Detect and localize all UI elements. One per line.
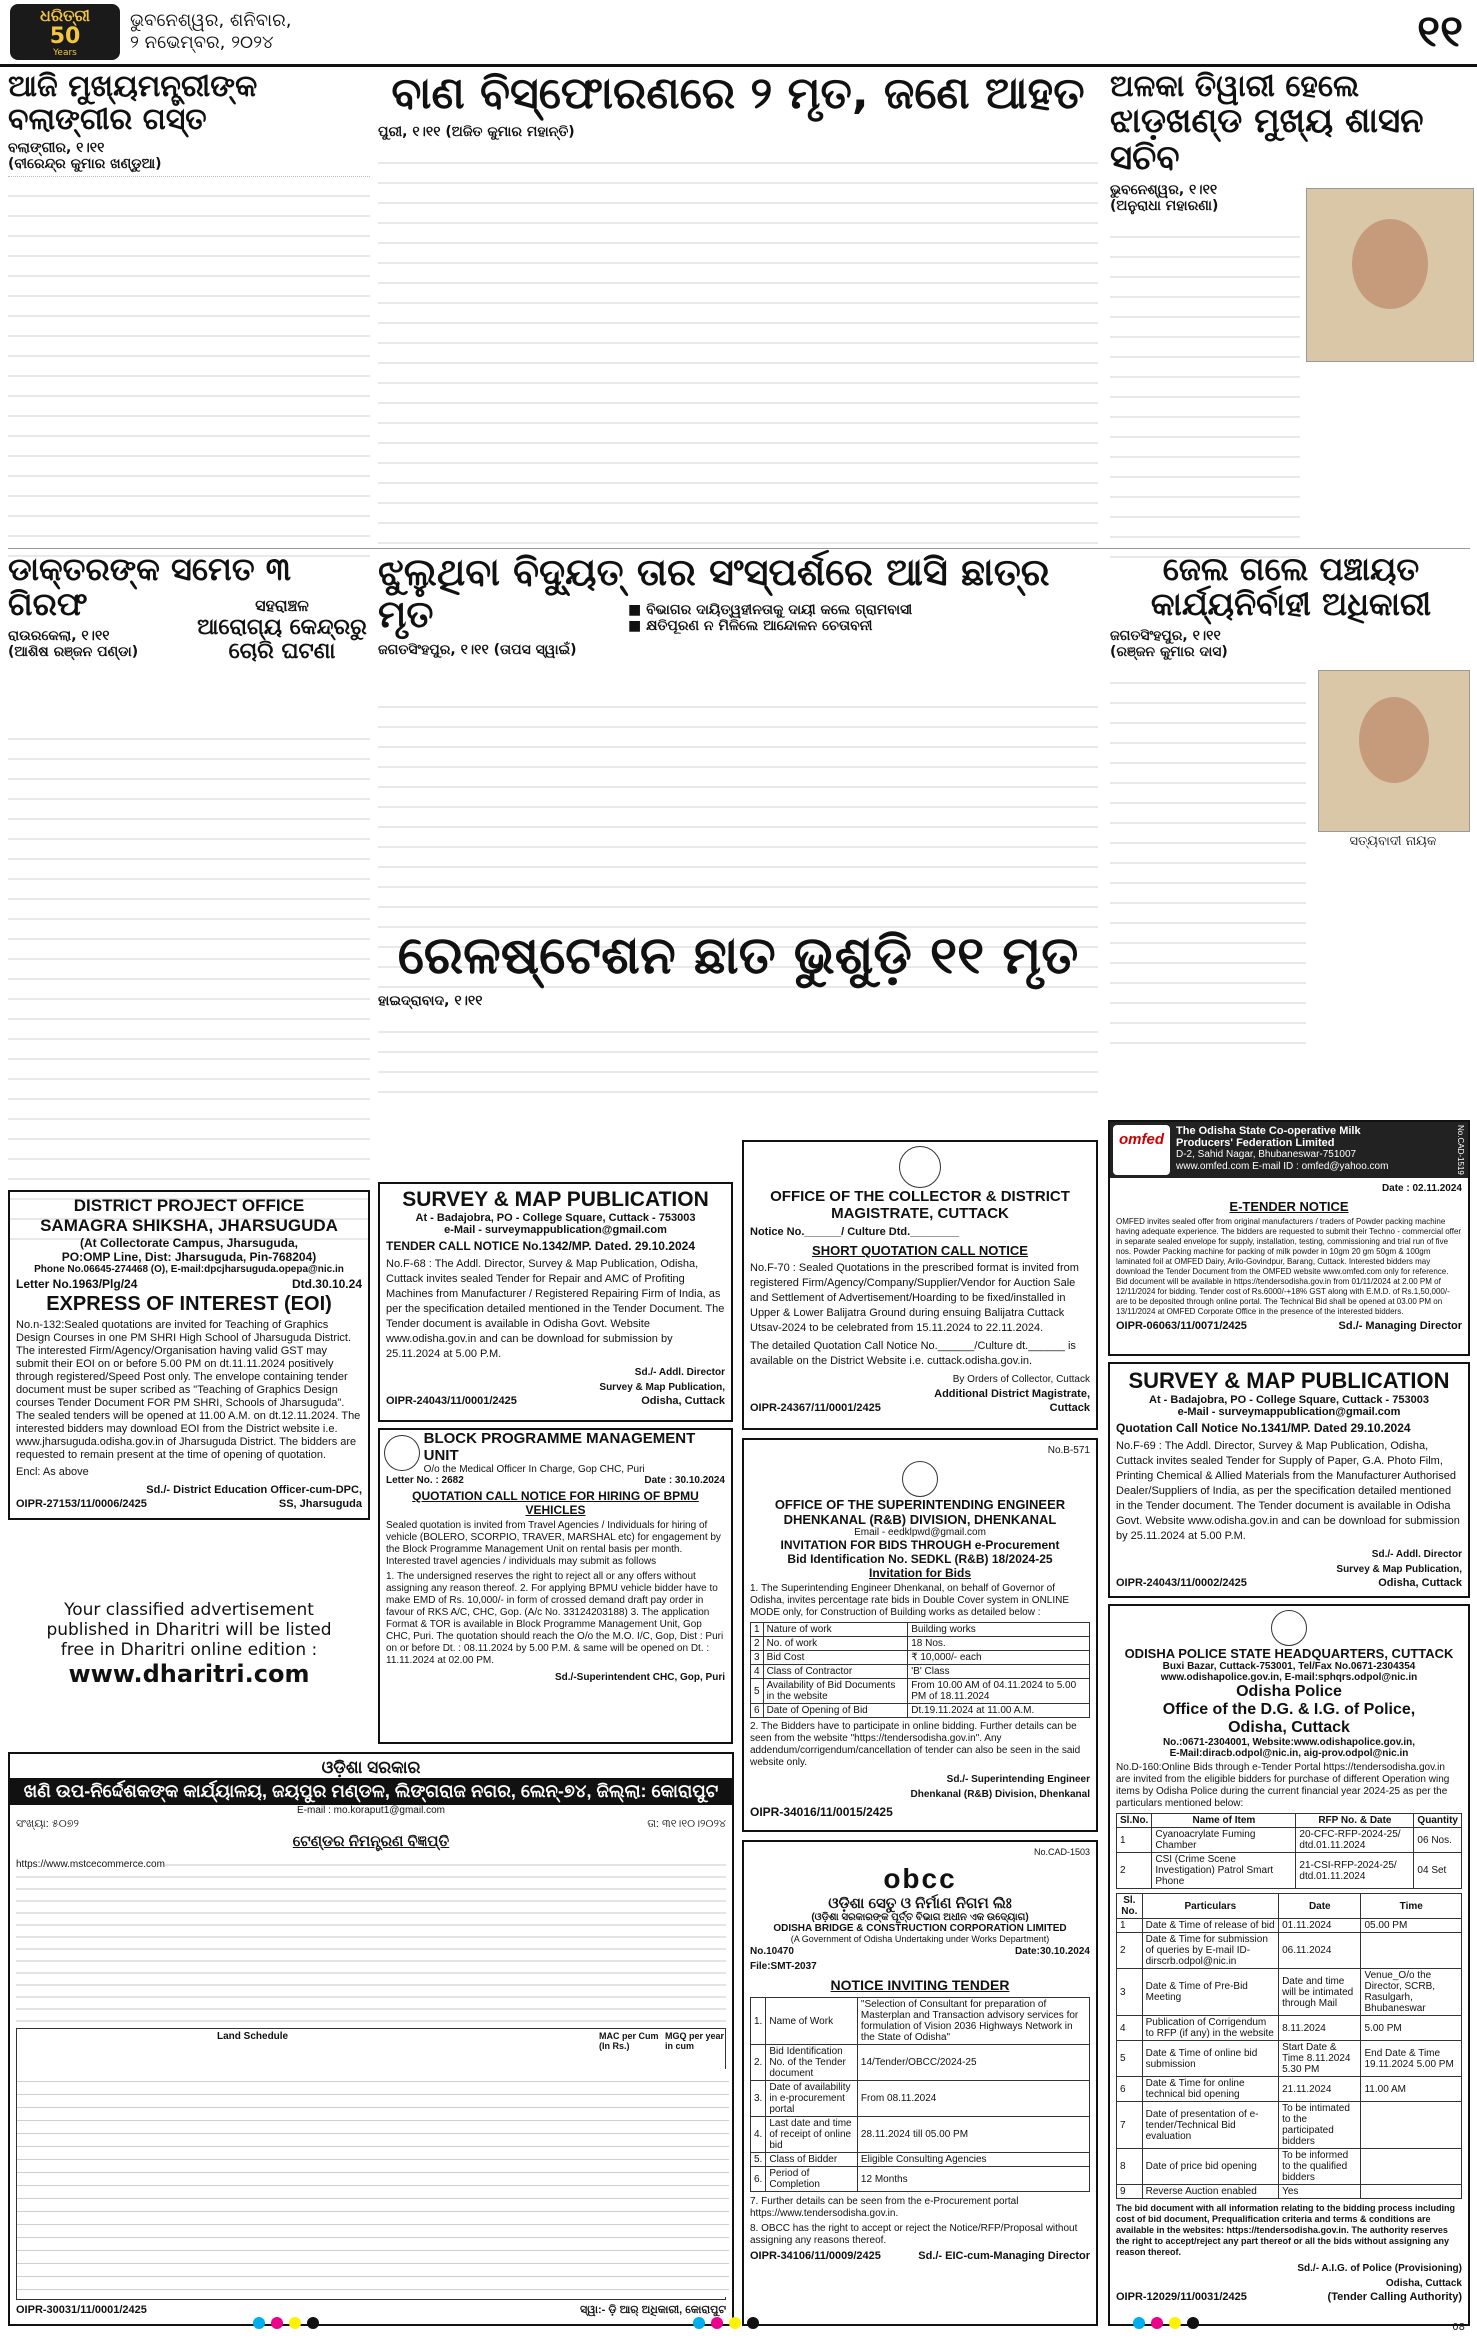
table-cell: From 08.11.2024 (857, 2081, 1089, 2117)
cyan-dot-icon (253, 2317, 265, 2329)
table-cell: Bid Cost (763, 1651, 908, 1665)
dateline: ବଲାଙ୍ଗୀର, ୧।୧୧ (8, 140, 105, 156)
table-cell: CSI (Crime Scene Investigation) Patrol Smart Phone (1152, 1853, 1296, 1889)
table-cell: 8.11.2024 (1279, 2016, 1361, 2041)
table-cell: 01.11.2024 (1279, 1919, 1361, 1933)
headline-line2: ଝାଡ଼ଖଣ୍ଡ ମୁଖ୍ୟ ଶାସନ ସଚିବ (1110, 101, 1424, 179)
registration-marks (690, 2314, 762, 2333)
table-cell: Class of Contractor (763, 1665, 908, 1679)
table-cell: Name of Item (1152, 1814, 1296, 1828)
story-body (8, 720, 370, 1240)
table-cell: 5 (751, 1679, 764, 1704)
table-cell: Building works (908, 1623, 1090, 1637)
black-dot-icon (307, 2317, 319, 2329)
story-blast (378, 70, 1098, 559)
dateline: ରାଉରକେଲା, ୧।୧୧ (8, 628, 110, 645)
story-body (378, 1013, 1098, 1108)
table-cell: 3. (751, 2081, 766, 2117)
bullets: ■ ବିଭାଗର ଦାୟିତ୍ୱହୀନତାକୁ ଦାୟୀ କଲେ ଗ୍ରାମବାସୀ ■ କ୍ଷତିପୂରଣ ନ ମିଳିଲେ ଆନ୍ଦୋଳନ ଚେତାବନୀ (628, 602, 913, 634)
table-cell: 9 (1117, 2185, 1143, 2199)
table-cell: Date of price bid opening (1142, 2149, 1278, 2185)
table-cell: 3 (1117, 1969, 1143, 2016)
table-cell: Sl. No. (1117, 1894, 1143, 1919)
table-cell: Time (1361, 1894, 1462, 1919)
table-cell: 2 (751, 1637, 764, 1651)
table-cell (1361, 2149, 1462, 2185)
table-row (1117, 1853, 1462, 1889)
table-row (1117, 1933, 1462, 1969)
table-cell: 21-CSI-RFP-2024-25/ dtd.01.11.2024 (1296, 1853, 1414, 1889)
table-cell: RFP No. & Date (1296, 1814, 1414, 1828)
police-items-table (1116, 1813, 1462, 1889)
table-row (751, 1679, 1090, 1704)
table-cell: 05.00 PM (1361, 1919, 1462, 1933)
yellow-dot-icon (729, 2317, 741, 2329)
table-cell: 1 (1117, 1828, 1152, 1853)
table-cell: Date of presentation of e-tender/Technical Bid evaluation (1142, 2102, 1278, 2149)
table-cell: Date & Time for submission of queries by E-mail ID- dirscrb.odpol@nic.in (1142, 1933, 1278, 1969)
magenta-dot-icon (711, 2317, 723, 2329)
table-row (751, 1651, 1090, 1665)
story-body (1110, 218, 1300, 573)
table-cell: Cyanoacrylate Fuming Chamber (1152, 1828, 1296, 1853)
dateline: ଭୁବନେଶ୍ୱର, ୧।୧୧ (1110, 181, 1218, 198)
table-cell: Yes (1279, 2185, 1361, 2199)
table-row (751, 2045, 1090, 2081)
table-row (1117, 2149, 1462, 2185)
table-cell: 4 (751, 1665, 764, 1679)
table-rows (17, 2069, 729, 2297)
table-cell: 8 (1117, 2149, 1143, 2185)
table-cell: 1 (1117, 1919, 1143, 1933)
table-cell: 2 (1117, 1853, 1152, 1889)
table-cell: 12 Months (857, 2167, 1089, 2192)
dharitri-url-link[interactable]: www.dharitri.com (68, 1660, 310, 1688)
table-cell: Date & Time of online bid submission (1142, 2041, 1278, 2077)
table-cell: 06 Nos. (1414, 1828, 1462, 1853)
cyan-dot-icon (1133, 2317, 1145, 2329)
table-cell: Class of Bidder (766, 2153, 858, 2167)
table-cell: From 10.00 AM of 04.11.2024 to 5.00 PM of 18.11.2024 (908, 1679, 1090, 1704)
table-cell: 5. (751, 2153, 766, 2167)
story-doctor-arrest (8, 552, 370, 1240)
table-row (1117, 2016, 1462, 2041)
dateline: ଜଗତସିଂହପୁର, ୧।୧୧ (ତାପସ ସ୍ୱାଇଁ) (378, 641, 577, 658)
registration-marks (1130, 2314, 1202, 2333)
table-cell: Date of availability in e-procurement portal (766, 2081, 858, 2117)
table-cell: Quantity (1414, 1814, 1462, 1828)
table-cell: 1. (751, 1998, 766, 2045)
black-dot-icon (1187, 2317, 1199, 2329)
table-cell: Start Date & Time 8.11.2024 5.30 PM (1279, 2041, 1361, 2077)
table-cell: 3 (751, 1651, 764, 1665)
table-cell: Eligible Consulting Agencies (857, 2153, 1089, 2167)
portrait-face-icon (1359, 697, 1429, 783)
table-cell: Period of Completion (766, 2167, 858, 2192)
byline: (ବୀରେନ୍ଦ୍ର କୁମାର ଖଣ୍ଡୁଆ) (8, 156, 162, 172)
headline-line2: କାର୍ଯ୍ୟନିର୍ବାହୀ ଅଧିକାରୀ (1150, 585, 1432, 624)
table-cell: 4. (751, 2117, 766, 2153)
dateline: ପୁରୀ, ୧।୧୧ (ଅଜିତ କୁମାର ମହାନ୍ତି) (378, 124, 575, 141)
photo-officer (1318, 670, 1470, 832)
table-row (1117, 1814, 1462, 1828)
ad-obcc: No.CAD-1503 obcc ଓଡ଼ିଶା ସେତୁ ଓ ନିର୍ମାଣ ନିଗମ ଲିଃ (ଓଡ଼ିଶା ସରକାରଙ୍କ ପୂର୍ତ୍ତ ବିଭାଗ ଅଧୀନ ଏକ ଉଦ୍ୟୋଗ) ODISHA BRIDGE & CONSTRUCTION CORPORATION LIMITED (A Government of Odisha Undertaking under Works Department) No.10470 Date:30.10.2024 File:SMT-2037 NOTICE INVITING TENDER 1. Name of Work "Selection of Consultant for preparation of Masterplan and Transaction advisory services for formulation of Vision 2036 Highways Network in the State of Odisha" 2. Bid Identification No. of the Tender document 14/Tender/OBCC/2024-25 3. Date of availability in e-procurement portal From 08.11.2024 4. Last date and time of receipt of online bid 28.11.2024 till 05.00 PM 5. Class of Bidder Eligible Consulting Agencies 6. Period of Completion 12 Months 7. Further details can be seen from the e-Procurement portal https://www.tendersodisha.gov.in. 8. OBCC has the right to accept or reject the Notice/RFP/Proposal without assigning any reasons thereof. OIPR-34106/11/0009/2425 Sd./- EIC-cum-Managing Director (742, 1840, 1098, 2326)
table-cell: Last date and time of receipt of online bid (766, 2117, 858, 2153)
table-cell: 21.11.2024 (1279, 2077, 1361, 2102)
table-cell: 4 (1117, 2016, 1143, 2041)
registration-marks (250, 2314, 322, 2333)
issue-date: ଭୁବନେଶ୍ୱର, ଶନିବାର, ୨ ନଭେମ୍ବର, ୨୦୨୪ (130, 10, 292, 53)
koraput-schedule-table: Land Schedule MAC per Cum (In Rs.) MGQ per year in cum (16, 2028, 726, 2300)
table-cell: Date & Time for online technical bid opening (1142, 2077, 1278, 2102)
table-cell: Date (1279, 1894, 1361, 1919)
story-subhead: ସହରାଞ୍ଚଳ ଆରୋଗ୍ୟ କେନ୍ଦ୍ରରୁ ଚୋରି ଘଟଣା (197, 596, 367, 665)
table-cell: Particulars (1142, 1894, 1278, 1919)
headline: ଝୁଲୁଥିବା ବିଦ୍ୟୁତ୍ ତାର ସଂସ୍ପର୍ଶରେ ଆସି ଛାତ୍ର ମୃତ (378, 550, 1050, 636)
table-row (751, 1665, 1090, 1679)
story-alka-tiwari (1110, 70, 1472, 573)
story-student-death (378, 552, 1098, 988)
table-row (751, 2153, 1090, 2167)
table-row (751, 1998, 1090, 2045)
table-cell: "Selection of Consultant for preparation of Masterplan and Transaction advisory services for formulation of Vision 2036 Highways Network in the State of Odisha" (857, 1998, 1089, 2045)
table-row (1117, 2102, 1462, 2149)
table-cell: 14/Tender/OBCC/2024-25 (857, 2045, 1089, 2081)
table-cell: 7 (1117, 2102, 1143, 2149)
table-cell (1361, 2102, 1462, 2149)
dharitri-logo: ଧରିତ୍ରୀ 50 Years (10, 4, 120, 60)
photo-caption: ସତ୍ୟବାଦୀ ନାୟକ (1349, 834, 1437, 849)
headline: ଆଜି ମୁଖ୍ୟମନ୍ତ୍ରୀଙ୍କ ବଲାଙ୍ଗୀର ଗସ୍ତ (8, 69, 258, 137)
table-cell: Nature of work (763, 1623, 908, 1637)
table-cell: Date of Opening of Bid (763, 1704, 908, 1718)
table-cell: Venue_O/o the Director, SCRB, Rasulgarh, Bhubaneswar (1361, 1969, 1462, 2016)
masthead (0, 0, 1477, 67)
table-cell: ₹ 10,000/- each (908, 1651, 1090, 1665)
headline: ଡାକ୍ତରଙ୍କ ସମେତ ୩ ଗିରଫ (8, 550, 291, 624)
table-cell: 20-CFC-RFP-2024-25/ dtd.01.11.2024 (1296, 1828, 1414, 1853)
table-cell: 5.00 PM (1361, 2016, 1462, 2041)
table-cell: 6 (1117, 2077, 1143, 2102)
byline: (ରଞ୍ଜନ କୁମାର ଦାସ) (1110, 644, 1228, 661)
headline-line1: ଅଳକା ତିୱାରୀ ହେଲେ (1110, 69, 1360, 104)
yellow-dot-icon (289, 2317, 301, 2329)
byline: (ଅନୁରାଧା ମହାରଣା) (1110, 197, 1219, 214)
table-row (1117, 1919, 1462, 1933)
story-station-collapse (378, 928, 1098, 1108)
story-body (8, 176, 370, 572)
ad-bpmu-gop: BLOCK PROGRAMME MANAGEMENT UNIT O/o the Medical Officer In Charge, Gop CHC, Puri Letter No. : 2682 Date : 30.10.2024 QUOTATION CALL NOTICE FOR HIRING OF BPMU VEHICLES Sealed quotation is invited from Travel Agencies / Individuals for hiring of vehicle (BOLERO, SCORPIO, TRAVER, MARSHAL etc) for engagement by the Block Programme Management Unit on rental basis per month. Interested travel agencies / individuals may submit as follows 1. The undersigned reserves the right to reject all or any offers without assigning any reason thereof. 2. For applying BPMU vehicle bidder have to make EMD of Rs. 10,000/- in form of crossed demand draft pay order in favour of RKS A/C, CHC, Gop. (A/c No. 33124203188) 3. The application Format & TOR is available in Block Programme Management Unit, Gop CHC, Puri. The quotation should reach the O/o the M.O. I/C, Gop, Dist : Puri on or before Dt. : 08.11.2024 by 5.00 P.M. & same will be opened on Dt. : 11.11.2024 at 02.00 PM. Sd./-Superintendent CHC, Gop, Puri (378, 1428, 733, 1744)
ad-odisha-police: ODISHA POLICE STATE HEADQUARTERS, CUTTACK Buxi Bazar, Cuttack-753001, Tel/Fax No.0671-2304354 www.odishapolice.gov.in, E-mail:sphqrs.odpol@nic.in Odisha Police Office of the D.G. & I.G. of Police, Odisha, Cuttack No.:0671-2304001, Website:www.odishapolice.gov.in, E-Mail:diracb.odpol@nic.in, aig-prov.odpol@nic.in No.D-160:Online Bids through e-Tender Portal https://tendersodisha.gov.in are invited from the eligible bidders for purchase of different Operation wing items by Odisha Police during the current financial year 2024-25 as per the particulars mentioned below: Sl.No. Name of Item RFP No. & Date Quantity 1 Cyanoacrylate Fuming Chamber 20-CFC-RFP-2024-25/ dtd.01.11.2024 06 Nos. 2 CSI (Crime Scene Investigation) Patrol Smart Phone 21-CSI-RFP-2024-25/ dtd.01.11.2024 04 Set Sl. No. Particulars Date Time 1 Date & Time of release of bid 01.11.2024 05.00 PM 2 Date & Time for submission of queries by E-mail ID- dirscrb.odpol@nic.in 06.11.2024 3 Date & Time of Pre-Bid Meeting Date and time will be intimated through Mail Venue_O/o the Director, SCRB, Rasulgarh, Bhubaneswar 4 Publication of Corrigendum to RFP (if any) in the website 8.11.2024 5.00 PM 5 Date & Time of online bid submission Start Date & Time 8.11.2024 5.30 PM End Date & Time 19.11.2024 5.00 PM 6 Date & Time for online technical bid opening 21.11.2024 11.00 AM 7 Date of presentation of e-tender/Technical Bid evaluation To be intimated to the participated bidders 8 Date of price bid opening To be informed to the qualified bidders 9 Reverse Auction enabled Yes The bid document with all information relating to the bidding process including cost of bid document, Prequalification criteria and terms & conditions are available in the websites: https://tendersodisha.gov.in. The authority reserves the right to accept/reject any part thereof or all the bids without assigning any reason thereof. Sd./- A.I.G. of Police (Provisioning) Odisha, Cuttack OIPR-12029/11/0031/2425 (Tender Calling Authority) (1108, 1604, 1470, 2326)
table-cell: 6. (751, 2167, 766, 2192)
table-cell (1361, 1933, 1462, 1969)
table-cell: 2 (1117, 1933, 1143, 1969)
ad-koraput-mining: ଓଡ଼ିଶା ସରକାର ଖଣି ଉପ-ନିର୍ଦ୍ଦେଶକଙ୍କ କାର୍ଯ୍ୟାଳୟ, ଜୟପୁର ମଣ୍ଡଳ, ଲିଙ୍ଗରାଜ ନଗର, ଲେନ୍-୭୪, ଜିଲ୍ଲା: କୋରାପୁଟ E-mail : mo.koraput1@gmail.com ସଂଖ୍ୟା: ୫୦୭୨ ତା: ୩୧।୧୦।୨୦୨୪ ଟେଣ୍ଡର ନିମନ୍ତ୍ରଣ ବିଜ୍ଞପ୍ତି https://www.mstcecommerce.com Land Schedule MAC per Cum (In Rs.) MGQ per year in cum OIPR-30031/11/0001/2425 ସ୍ୱା:- ଡ଼ି ଆର୍ ଅଧିକାରୀ, କୋରାପୁଟ (8, 1752, 734, 2326)
ad-survey-tender-1342: SURVEY & MAP PUBLICATION At - Badajobra, PO - College Square, Cuttack - 753003 e-Mail - surveymappublication@gmail.com TENDER CALL NOTICE No.1342/MP. Dated. 29.10.2024 No.F-68 : The Addl. Director, Survey & Map Publication, Odisha, Cuttack invites sealed Tender for Repair and AMC of Profiting Machines from Manufacturer / Registered Repairing Firm of India, as per the specification detailed mentioned in the Tender Document. The Tender document is available in Odisha Govt. Website www.odisha.gov.in and can be download for submission by 25.11.2024 at 5.00 P.M. Sd./- Addl. Director Survey & Map Publication, OIPR-24043/11/0001/2425 Odisha, Cuttack (378, 1182, 733, 1422)
table-cell (1361, 2185, 1462, 2199)
table-cell: Date & Time of release of bid (1142, 1919, 1278, 1933)
table-cell: Publication of Corrigendum to RFP (if any) in the website (1142, 2016, 1278, 2041)
nhm-logo-icon (384, 1435, 420, 1471)
cyan-dot-icon (693, 2317, 705, 2329)
obcc-tender-table (750, 1997, 1090, 2192)
table-cell: Dt.19.11.2024 at 11.00 A.M. (908, 1704, 1090, 1718)
story-body (378, 144, 1098, 559)
table-cell: 2. (751, 2045, 766, 2081)
table-row (1117, 2077, 1462, 2102)
table-cell: To be informed to the qualified bidders (1279, 2149, 1361, 2185)
dateline: ଜଗତସିଂହପୁର, ୧।୧୧ (1110, 628, 1221, 645)
ad-samagra-shiksha: DISTRICT PROJECT OFFICE SAMAGRA SHIKSHA, JHARSUGUDA (At Collectorate Campus, Jharsuguda, PO:OMP Line, Dist: Jharsuguda, Pin-768204) Phone No.06645-274468 (O), E-mail:dpcjharsuguda.opepa@nic.in Letter No.1963/Plg/24 Dtd.30.10.24 EXPRESS OF INTEREST (EOI) No.n-132:Sealed quotations are invited for Teaching of Graphics Design Courses in one PM SHRI High School of Jharsuguda District. The interested Firm/Agency/Organisation having valid GST may submit their EOI on or before 5.00 PM on dt.11.11.2024 positively through registered/Speed Post only. The envelope containing tender document must be super scribed as "Teaching of Graphics Design courses Tender Document FOR PM SHRI, Schools of Jharsuguda". The sealed tenders will be opened at 11.00 A.M. on dt.12.11.2024. The interested bidders may download EOI from the District website i.e. www.jharsuguda.odisha.gov.in of Jharsuguda District. The bidders are requested to remain present at the time of opening of quotation. Encl: As above Sd./- District Education Officer-cum-DPC, OIPR-27153/11/0006/2425 SS, Jharsuguda (8, 1190, 370, 1520)
table-row (1117, 2185, 1462, 2199)
yellow-dot-icon (1169, 2317, 1181, 2329)
page-code: 08 (1452, 2322, 1465, 2333)
table-cell: Reverse Auction enabled (1142, 2185, 1278, 2199)
table-row (751, 1623, 1090, 1637)
omfed-logo: omfed (1113, 1125, 1170, 1175)
table-cell: End Date & Time 19.11.2024 5.00 PM (1361, 2041, 1462, 2077)
police-emblem-icon (1271, 1610, 1307, 1646)
table-cell: 'B' Class (908, 1665, 1090, 1679)
table-row (751, 1637, 1090, 1651)
table-cell: 11.00 AM (1361, 2077, 1462, 2102)
table-cell: 06.11.2024 (1279, 1933, 1361, 1969)
table-row (1117, 1969, 1462, 2016)
story-body (1110, 664, 1306, 1044)
headline-line1: ଜେଲ ଗଲେ ପଞ୍ଚାୟତ (1162, 550, 1420, 588)
table-row (1117, 1894, 1462, 1919)
ad-rnb-dhenkanal: No.B-571 OFFICE OF THE SUPERINTENDING ENGINEER DHENKANAL (R&B) DIVISION, DHENKANAL Email - eedklpwd@gmail.com INVITATION FOR BIDS THROUGH e-Procurement Bid Identification No. SEDKL (R&B) 18/2024-25 Invitation for Bids 1. The Superintending Engineer Dhenkanal, on behalf of Governor of Odisha, invites percentage rate bids in Double Cover system in ONLINE MODE only, for Construction of Building works as detailed below : 1 Nature of work Building works 2 No. of work 18 Nos. 3 Bid Cost ₹ 10,000/- each 4 Class of Contractor 'B' Class 5 Availability of Bid Documents in the website From 10.00 AM of 04.11.2024 to 5.00 PM of 18.11.2024 6 Date of Opening of Bid Dt.19.11.2024 at 11.00 A.M. 2. The Bidders have to participate in online bidding. Further details can be seen from the website "https://tendersodisha.gov.in". Any addendum/corrigendum/cancellation of tender can also be seen in the said website only. Sd./- Superintending Engineer Dhenkanal (R&B) Division, Dhenkanal OIPR-34016/11/0015/2425 (742, 1438, 1098, 1832)
table-cell: No. of work (763, 1637, 908, 1651)
police-schedule-table (1116, 1893, 1462, 2199)
emblem-icon (899, 1146, 941, 1188)
table-row (751, 2117, 1090, 2153)
ad-survey-quotation-1341: SURVEY & MAP PUBLICATION At - Badajobra, PO - College Square, Cuttack - 753003 e-Mail - surveymappublication@gmail.com Quotation Call Notice No.1341/MP. Dated 29.10.2024 No.F-69 : The Addl. Director, Survey & Map Publication, Odisha, Cuttack invites sealed Tender for Supply of Paper, G.A. Photo Film, Printing Chemical & Allied Materials from the Manufacturer Authorised Dealer/Suppliers of India, as per the specification detailed mentioned in the Tender document. The Tender document is available in Odisha Govt. Website www.odisha.gov.in and can be download for submission by 25.11.2024 at 5.00 P.M. Sd./- Addl. Director Survey & Map Publication, OIPR-24043/11/0002/2425 Odisha, Cuttack (1108, 1362, 1470, 1598)
table-row (1117, 2041, 1462, 2077)
photo-alka-tiwari (1306, 188, 1474, 362)
table-row (1117, 1828, 1462, 1853)
table-cell: Date & Time of Pre-Bid Meeting (1142, 1969, 1278, 2016)
table-cell: 6 (751, 1704, 764, 1718)
table-cell: Name of Work (766, 1998, 858, 2045)
story-cm-visit (8, 70, 370, 572)
table-cell: To be intimated to the participated bidders (1279, 2102, 1361, 2149)
table-cell: 18 Nos. (908, 1637, 1090, 1651)
table-row (751, 1704, 1090, 1718)
byline: (ଆଶିଷ ରଞ୍ଜନ ପଣ୍ଡା) (8, 644, 139, 661)
page-number: ୧୧ (1417, 6, 1463, 57)
headline: ବାଣ ବିସ୍ଫୋରଣରେ ୨ ମୃତ, ଜଣେ ଆହତ (391, 68, 1085, 119)
ad-collector-cuttack: OFFICE OF THE COLLECTOR & DISTRICT MAGISTRATE, CUTTACK Notice No.______/ Culture Dtd.________ SHORT QUOTATION CALL NOTICE No.F-70 : Sealed Quotations in the prescribed format is invited from registered Firm/Agency/Company/Supplier/Vendor for Auction Sale and Settlement of Advertisement/Hoarding to be fixed/installed in Upper & Lower Balijatra Ground during ensuing Balijatra Cuttack Utsav-2024 to be celebrated from 15.11.2024 to 22.11.2024. The detailed Quotation Call Notice No.______/Culture dt.______ is available on the District Website i.e. cuttack.odisha.gov.in. By Orders of Collector, Cuttack Additional District Magistrate, OIPR-24367/11/0001/2425 Cuttack (742, 1140, 1098, 1430)
story-panchayat-officer (1110, 552, 1472, 1044)
obcc-logo: obcc (883, 1863, 957, 1894)
table-cell: 28.11.2024 till 05.00 PM (857, 2117, 1089, 2153)
headline: ରେଳଷ୍ଟେଶନ ଛାତ ଭୁଶୁଡ଼ି ୧୧ ମୃତ (397, 926, 1079, 986)
table-cell: Date and time will be intimated through Mail (1279, 1969, 1361, 2016)
magenta-dot-icon (1151, 2317, 1163, 2329)
table-cell: 1 (751, 1623, 764, 1637)
notice-body (16, 1854, 726, 2024)
ad-classified-promo: Your classified advertisement published in Dharitri will be listed free in Dharitri online edition : www.dharitri.com (8, 1600, 370, 1700)
rnb-bid-table (750, 1622, 1090, 1718)
table-row (751, 2167, 1090, 2192)
mstc-website-link[interactable]: https://www.mstcecommerce.com (16, 1859, 165, 1870)
portrait-face-icon (1352, 219, 1428, 309)
table-cell: Sl.No. (1117, 1814, 1152, 1828)
emblem-icon (902, 1461, 938, 1497)
table-cell: 04 Set (1414, 1853, 1462, 1889)
table-row (751, 2081, 1090, 2117)
table-cell: Availability of Bid Documents in the website (763, 1679, 908, 1704)
ad-omfed: omfed The Odisha State Co-operative Milk Producers' Federation Limited D-2, Sahid Nagar, Bhubaneswar-751007 www.omfed.com E-mail ID : omfed@yahoo.com No.CAD-1519 Date : 02.11.2024 E-TENDER NOTICE OMFED invites sealed offer from original manufacturers / traders of Powder packing machine having adequate experience. The bidders are requested to submit their Techno - commercial offer in separate sealed envelope for supply, installation, testing, commissioning and trial run of five nos. Powder Packing machine for packing of milk powder in 10gm 20 gm 50gm & 100gm laminated foil at OMFED Dairy, Arilo-Govindpur, Barang, Cuttack. Interested bidders may download the Tender Document from the OMFED website www.omfed.com only for reference. Bid document will be available in https://tendersodisha.gov.in from 01/11/2024 at 2.00 PM of 12/11/2024 for bidding. Tender cost of Rs.6000/-+18% GST along with E.M.D. of Rs.1,50,000/- are to be deposited through online portal. The Technical Bid shall be opened at 03.00 PM on 13/11/2024 at OMFED Corporate Office in the presence of the interested bidders. OIPR-06063/11/0071/2425 Sd./- Managing Director (1108, 1120, 1470, 1356)
table-cell: 5 (1117, 2041, 1143, 2077)
table-cell: Bid Identification No. of the Tender document (766, 2045, 858, 2081)
divider (8, 548, 1470, 549)
dateline: ହାଇଦ୍ରାବାଦ, ୧।୧୧ (378, 993, 483, 1010)
black-dot-icon (747, 2317, 759, 2329)
magenta-dot-icon (271, 2317, 283, 2329)
